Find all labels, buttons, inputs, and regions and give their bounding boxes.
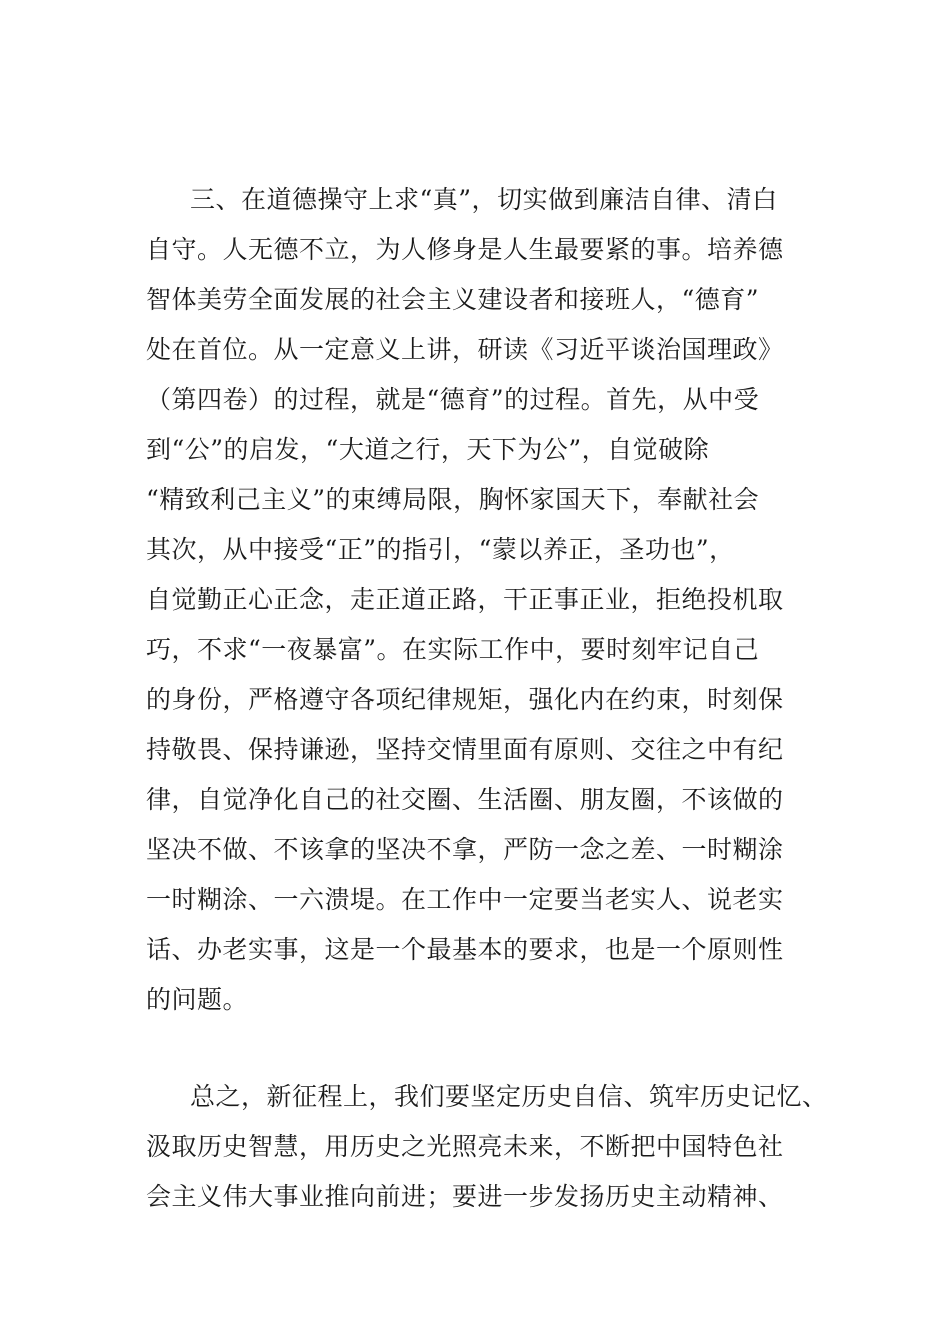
paragraph-2-line-1: 总之，新征程上，我们要坚定历史自信、筑牢历史记忆、 bbox=[190, 1082, 828, 1111]
paragraph-1-line-11: 的身份，严格遵守各项纪律规矩，强化内在约束，时刻保 bbox=[146, 685, 784, 714]
paragraph-2-line-2: 汲取历史智慧，用历史之光照亮未来，不断把中国特色社 bbox=[146, 1132, 784, 1161]
paragraph-1-line-8: 其次，从中接受“正”的指引，“蒙以养正，圣功也”， bbox=[146, 535, 735, 564]
paragraph-1-line-16: 话、办老实事，这是一个最基本的要求，也是一个原则性 bbox=[146, 935, 784, 964]
paragraph-1-line-10: 巧，不求“一夜暴富”。在实际工作中，要时刻牢记自己 bbox=[146, 635, 760, 664]
paragraph-1-line-15: 一时糊涂、一六溃堤。在工作中一定要当老实人、说老实 bbox=[146, 885, 784, 914]
paragraph-1-line-7: “精致利己主义”的束缚局限，胸怀家国天下，奉献社会 bbox=[146, 485, 760, 514]
paragraph-1-line-17: 的问题。 bbox=[146, 985, 249, 1014]
paragraph-1-line-2: 自守。人无德不立，为人修身是人生最要紧的事。培养德 bbox=[146, 235, 784, 264]
paragraph-1-line-3: 智体美劳全面发展的社会主义建设者和接班人，“德育” bbox=[146, 285, 760, 314]
paragraph-1-line-6: 到“公”的启发，“大道之行，天下为公”，自觉破除 bbox=[146, 435, 710, 464]
paragraph-1-line-1: 三、在道德操守上求“真”，切实做到廉洁自律、清白 bbox=[190, 185, 778, 214]
paragraph-2-line-3: 会主义伟大事业推向前进；要进一步发扬历史主动精神、 bbox=[146, 1182, 784, 1211]
paragraph-1-line-14: 坚决不做、不该拿的坚决不拿，严防一念之差、一时糊涂 bbox=[146, 835, 784, 864]
paragraph-1-line-13: 律，自觉净化自己的社交圈、生活圈、朋友圈，不该做的 bbox=[146, 785, 784, 814]
paragraph-1-line-5: （第四卷）的过程，就是“德育”的过程。首先，从中受 bbox=[146, 385, 760, 414]
paragraph-1-line-9: 自觉勤正心正念，走正道正路，干正事正业，拒绝投机取 bbox=[146, 585, 784, 614]
paragraph-1-line-4: 处在首位。从一定意义上讲，研读《习近平谈治国理政》 bbox=[146, 335, 784, 364]
paragraph-1-line-12: 持敬畏、保持谦逊，坚持交情里面有原则、交往之中有纪 bbox=[146, 735, 784, 764]
